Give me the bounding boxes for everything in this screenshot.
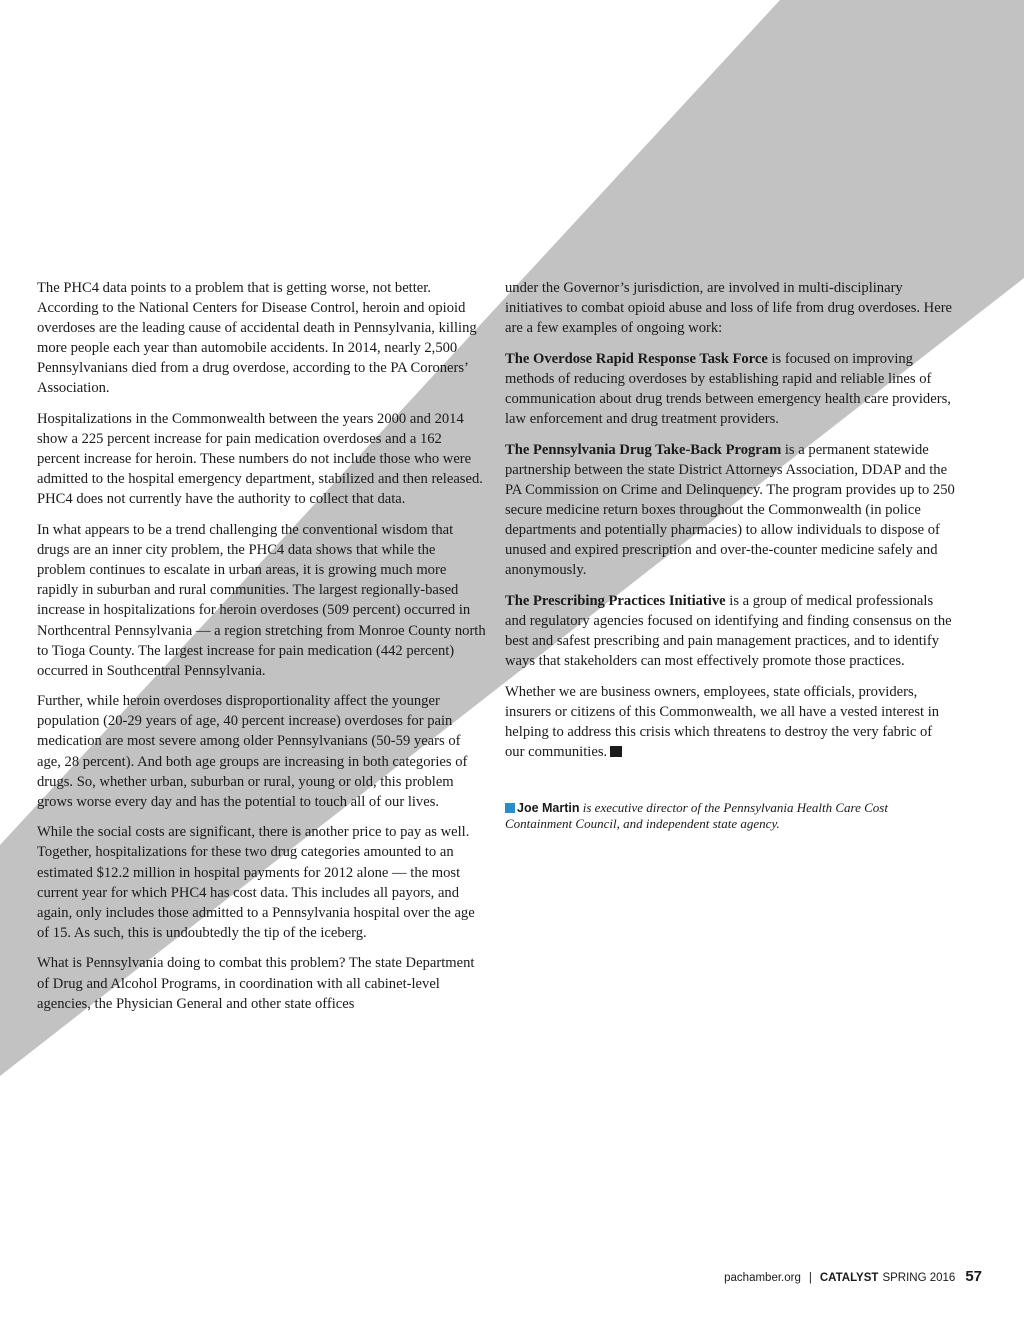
closing-paragraph	[505, 682, 955, 762]
left-column	[37, 278, 487, 1024]
right-column	[505, 278, 955, 832]
footer-publication: CATALYST	[819, 1272, 879, 1284]
program-name: The Prescribing Practices Initiative	[505, 592, 726, 609]
program-name: The Overdose Rapid Response Task Force	[505, 350, 768, 367]
program-paragraph	[505, 591, 955, 671]
paragraph: Further, while heroin overdoses disproportionality affect the younger population (20-29 years of age, 40 percent increase) overdoses for pain medication are most severe among older Pennsylvanians (50-59 years of age, 28 percent). And both age groups are increasing in both categories of drugs. So, whether urban, suburban or rural, young or old, this problem grows worse every day and has the potential to touch all of our lives.	[37, 693, 468, 810]
paragraph: While the social costs are significant, there is another price to pay as well. Together, hospitalizations for these two drug categories amounted to an estimated $12.2 million in hospital payments for 2012 alone — the most current year for which PHC4 has cost data. This includes all payors, and again, only includes those admitted to a Pennsylvania hospital over the age of 15. As such, this is undoubtedly the tip of the iceberg.	[37, 824, 475, 941]
paragraph: Hospitalizations in the Commonwealth between the years 2000 and 2014 show a 225 percent increase for pain medication overdoses and a 162 percent increase for heroin. These numbers do not include those who were admitted to the hospital emergency department, stabilized and then released. PHC4 does not currently have the authority to collect that data.	[37, 411, 483, 508]
program-description: is a group of medical professionals and regulatory agencies focused on identifying and finding consensus on the best and safest prescribing and pain management practices, and to identify ways that stakeholders can most effectively promote those practices.	[505, 592, 952, 670]
program-paragraph	[505, 440, 955, 581]
page-number: 57	[965, 1268, 982, 1285]
footer-issue: SPRING 2016	[882, 1272, 956, 1284]
page-footer	[724, 1268, 982, 1285]
paragraph: What is Pennsylvania doing to combat this problem? The state Department of Drug and Alcohol Programs, in coordination with all cabinet-level agencies, the Physician General and other state offices	[37, 955, 475, 1012]
author-name: Joe Martin	[517, 801, 580, 816]
program-paragraph	[505, 349, 955, 429]
footer-separator: |	[808, 1272, 812, 1284]
program-name: The Pennsylvania Drug Take-Back Program	[505, 441, 782, 458]
footer-site: pachamber.org	[724, 1272, 801, 1284]
program-description: is focused on improving methods of reducing overdoses by establishing rapid and reliable lines of communication about drug trends between emergency health care providers, law enforcement and drug treatment providers.	[505, 350, 951, 428]
author-description: is executive director of the Pennsylvania Health Care Cost Containment Council, and independent state agency.	[505, 800, 888, 832]
paragraph: In what appears to be a trend challenging the conventional wisdom that drugs are an inner city problem, the PHC4 data shows that while the problem continues to escalate in urban areas, it is growing much more rapidly in suburban and rural communities. The largest regionally-based increase in hospitalizations for heroin overdoses (509 percent) occurred in Northcentral Pennsylvania — a region stretching from Monroe County north to Tioga County. The largest increase for pain medication (442 percent) occurred in Southcentral Pennsylvania.	[37, 522, 486, 679]
program-description: is a permanent statewide partnership between the state District Attorneys Association, DDAP and the PA Commission on Crime and Delinquency. The program provides up to 250 secure medicine return boxes throughout the Commonwealth (in police departments and potentially pharmacies) to allow individuals to dispose of unused and expired prescription and over-the-counter medicine safely and anonymously.	[505, 441, 955, 579]
paragraph: The PHC4 data points to a problem that is getting worse, not better. According to the National Centers for Disease Control, heroin and opioid overdoses are the leading cause of accidental death in Pennsylvania, killing more people each year than automobile accidents. In 2014, nearly 2,500 Pennsylvanians died from a drug overdose, according to the PA Coroners’ Association.	[37, 280, 477, 397]
bullet-square-icon	[505, 803, 515, 813]
author-bio	[505, 800, 955, 832]
closing-text: Whether we are business owners, employees, state officials, providers, insurers or citizens of this Commonwealth, we all have a vested interest in helping to address this crisis which threatens to destroy the very fabric of our communities.	[505, 683, 940, 760]
end-of-article-icon	[610, 746, 622, 757]
paragraph: under the Governor’s jurisdiction, are involved in multi-disciplinary initiatives to combat opioid abuse and loss of life from drug overdoses. Here are a few examples of ongoing work:	[505, 280, 953, 337]
